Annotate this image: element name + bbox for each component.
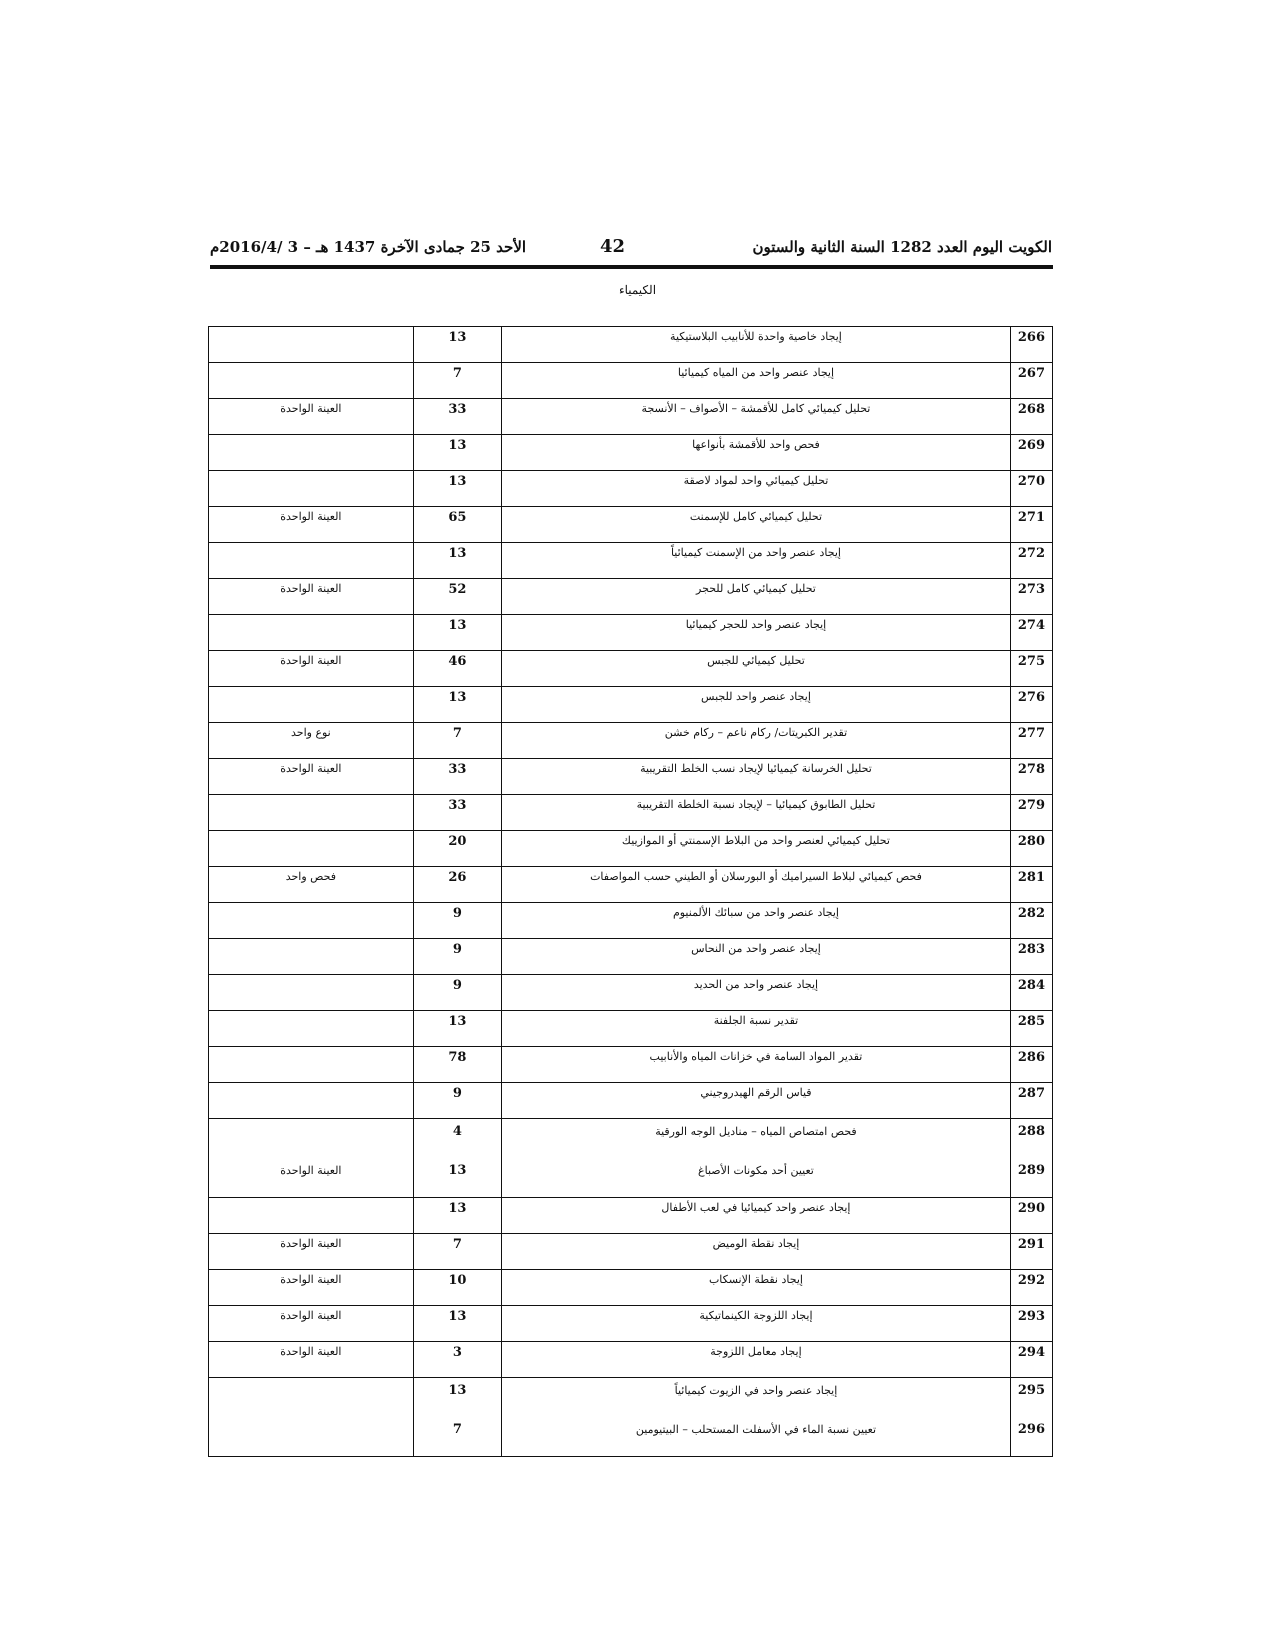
item-note-text — [209, 939, 413, 942]
item-description-text: تعيين نسبة الماء في الأسفلت المستحلب – البيتيومين — [635, 1423, 877, 1436]
item-fee — [413, 543, 501, 579]
item-number-text: 289 — [1017, 1163, 1045, 1178]
item-number — [1010, 723, 1052, 759]
item-note — [209, 723, 414, 759]
item-fee-text: 13 — [448, 1309, 467, 1324]
item-note-text — [209, 1047, 413, 1050]
item-note — [209, 327, 414, 363]
item-fee — [413, 615, 501, 651]
item-description-text: فحص امتصاص المياه – مناديل الوجه الورقية — [655, 1125, 857, 1138]
item-number — [1010, 435, 1052, 471]
item-number-text: 278 — [1017, 762, 1045, 777]
item-description-text: تحليل كيميائي واحد لمواد لاصقة — [683, 474, 829, 487]
item-number-text: 284 — [1017, 978, 1045, 993]
item-description-text: إيجاد عنصر واحد كيميائيا في لعب الأطفال — [661, 1201, 851, 1214]
table-row — [209, 1234, 1053, 1270]
item-number — [1010, 1047, 1052, 1083]
item-number-text: 288 — [1017, 1124, 1045, 1139]
item-fee-text: 7 — [452, 366, 462, 381]
item-number-text: 295 — [1017, 1383, 1045, 1398]
item-description-text: تحليل كيميائي للجبس — [707, 654, 805, 667]
item-number — [1010, 939, 1052, 975]
table-row — [209, 831, 1053, 867]
item-number — [1010, 1011, 1052, 1047]
item-fee-text: 33 — [448, 402, 467, 417]
item-description-text: إيجاد عنصر واحد من المياه كيميائيا — [677, 366, 835, 379]
item-number-text: 286 — [1017, 1050, 1045, 1065]
item-fee-text: 26 — [448, 870, 467, 885]
item-description-text: إيجاد عنصر واحد من الإسمنت كيميائياً — [670, 546, 841, 559]
item-description-text: فحص واحد للأقمشة بأنواعها — [692, 438, 820, 451]
item-number — [1010, 759, 1052, 795]
table-row — [209, 723, 1053, 759]
item-description-text: قياس الرقم الهيدروجيني — [700, 1086, 812, 1099]
item-description — [502, 687, 1011, 723]
item-number — [1010, 507, 1052, 543]
table-row — [209, 399, 1053, 435]
table-row — [209, 975, 1053, 1011]
item-fee — [413, 1234, 501, 1270]
item-note-text — [209, 471, 413, 474]
item-note-text — [209, 1011, 413, 1014]
item-note-text — [209, 831, 413, 834]
item-description — [502, 327, 1011, 363]
item-fee-text: 9 — [452, 906, 462, 921]
item-note — [209, 435, 414, 471]
item-number — [1010, 795, 1052, 831]
item-description — [502, 543, 1011, 579]
item-fee-text: 46 — [448, 654, 467, 669]
item-fee — [413, 1378, 501, 1457]
item-fee — [413, 1306, 501, 1342]
item-description-text: تقدير المواد السامة في خزانات المياه والأنابيب — [649, 1050, 863, 1063]
item-number — [1010, 651, 1052, 687]
table-row — [209, 1306, 1053, 1342]
item-note-text — [209, 795, 413, 798]
item-note — [209, 543, 414, 579]
item-fee — [413, 435, 501, 471]
item-description — [502, 1047, 1011, 1083]
table-row — [209, 939, 1053, 975]
item-note — [209, 579, 414, 615]
item-description-text: تحليل كيميائي كامل للإسمنت — [689, 510, 823, 523]
item-fee-text: 13 — [448, 330, 467, 345]
item-fee — [413, 831, 501, 867]
item-fee-text: 13 — [448, 546, 467, 561]
table-row — [209, 1047, 1053, 1083]
item-description-text: إيجاد عنصر واحد للحجر كيميائيا — [685, 618, 827, 631]
item-fee-text: 7 — [452, 1237, 462, 1252]
item-number-text: 292 — [1017, 1273, 1045, 1288]
item-description — [502, 507, 1011, 543]
item-number-text: 283 — [1017, 942, 1045, 957]
item-note-text: العينة الواحدة — [280, 510, 342, 523]
item-number — [1010, 867, 1052, 903]
item-description-text: تحليل كيميائي كامل للحجر — [696, 582, 816, 595]
item-description-text: إيجاد عنصر واحد من سبائك الألمنيوم — [672, 906, 839, 919]
item-number — [1010, 903, 1052, 939]
item-note-text: العينة الواحدة — [280, 762, 342, 775]
table-row — [209, 1083, 1053, 1119]
item-fee — [413, 1198, 501, 1234]
table-row — [209, 1198, 1053, 1234]
table-row — [209, 795, 1053, 831]
item-note — [209, 867, 414, 903]
item-fee-text: 13 — [448, 438, 467, 453]
item-description-text: إيجاد عنصر واحد في الزيوت كيميائياً — [674, 1384, 838, 1397]
item-note — [209, 1306, 414, 1342]
item-number-text: 287 — [1017, 1086, 1045, 1101]
table-row — [209, 327, 1053, 363]
item-note — [209, 1119, 414, 1198]
item-description — [502, 1342, 1011, 1378]
item-note-text — [209, 1378, 413, 1417]
item-note-text — [209, 543, 413, 546]
item-fee — [413, 1119, 501, 1198]
item-note-text — [209, 975, 413, 978]
item-description — [502, 975, 1011, 1011]
item-fee-text: 7 — [452, 726, 462, 741]
table-row-merged — [209, 1378, 1053, 1457]
item-description-text: إيجاد نقطة الوميض — [712, 1237, 800, 1250]
page-number: 42 — [600, 236, 626, 257]
item-note — [209, 1234, 414, 1270]
item-fee-text: 9 — [452, 978, 462, 993]
item-number-text: 294 — [1017, 1345, 1045, 1360]
item-number — [1010, 1342, 1052, 1378]
item-number — [1010, 831, 1052, 867]
item-description — [502, 1119, 1011, 1198]
item-number-text: 270 — [1017, 474, 1045, 489]
item-description — [502, 471, 1011, 507]
table-row — [209, 651, 1053, 687]
item-number-text: 266 — [1017, 330, 1045, 345]
item-note-text: نوع واحد — [291, 726, 331, 739]
item-note — [209, 507, 414, 543]
item-description-text: تحليل كيميائي كامل للأقمشة – الأصواف – الأنسجة — [641, 402, 871, 415]
item-description — [502, 1198, 1011, 1234]
item-note-text — [209, 903, 413, 906]
item-note — [209, 759, 414, 795]
item-number — [1010, 1234, 1052, 1270]
item-description-text: تقدير نسبة الجلفنة — [713, 1014, 799, 1027]
table-row — [209, 687, 1053, 723]
item-description — [502, 759, 1011, 795]
item-note — [209, 1047, 414, 1083]
issue-date: الأحد 25 جمادى الآخرة 1437 هـ – 3 /2016/4م — [210, 238, 527, 256]
item-number — [1010, 975, 1052, 1011]
item-description-text: إيجاد معامل اللزوجة — [710, 1345, 802, 1358]
item-note-text: العينة الواحدة — [280, 1164, 342, 1177]
item-fee-text: 13 — [448, 474, 467, 489]
item-note — [209, 1198, 414, 1234]
item-number-text: 281 — [1017, 870, 1045, 885]
item-fee-text: 13 — [448, 1201, 467, 1216]
item-description-text: تحليل الخرسانة كيميائيا لإيجاد نسب الخلط التقريبية — [640, 762, 872, 775]
item-number — [1010, 687, 1052, 723]
item-description — [502, 831, 1011, 867]
item-note — [209, 651, 414, 687]
item-description-text: فحص كيميائي لبلاط السيراميك أو البورسلان أو الطيني حسب المواصفات — [590, 870, 922, 883]
item-number — [1010, 615, 1052, 651]
table-row — [209, 903, 1053, 939]
item-description-text: تقدير الكبريتات/ ركام ناعم – ركام خشن — [664, 726, 848, 739]
item-note — [209, 903, 414, 939]
item-fee-text: 7 — [452, 1422, 462, 1437]
item-description — [502, 363, 1011, 399]
page-header — [210, 238, 1052, 260]
item-number — [1010, 1119, 1052, 1198]
item-note-text: العينة الواحدة — [280, 582, 342, 595]
item-note — [209, 831, 414, 867]
item-number-text: 274 — [1017, 618, 1045, 633]
item-description-text: إيجاد اللزوجة الكينماتيكية — [699, 1309, 813, 1322]
item-fee — [413, 687, 501, 723]
item-fee-text: 13 — [448, 690, 467, 705]
item-number — [1010, 363, 1052, 399]
item-description — [502, 435, 1011, 471]
item-number — [1010, 471, 1052, 507]
item-number-text: 271 — [1017, 510, 1045, 525]
item-number — [1010, 1306, 1052, 1342]
item-number — [1010, 543, 1052, 579]
item-fee — [413, 1083, 501, 1119]
item-note-text: العينة الواحدة — [280, 1237, 342, 1250]
item-fee-text: 9 — [452, 1086, 462, 1101]
table-row — [209, 507, 1053, 543]
item-fee-text: 33 — [448, 762, 467, 777]
item-fee — [413, 363, 501, 399]
item-note-text — [209, 1198, 413, 1201]
item-note — [209, 1378, 414, 1457]
item-number-text: 290 — [1017, 1201, 1045, 1216]
item-fee — [413, 327, 501, 363]
item-description — [502, 651, 1011, 687]
item-fee-text: 9 — [452, 942, 462, 957]
item-description — [502, 903, 1011, 939]
header-rule — [210, 265, 1053, 269]
item-note — [209, 1270, 414, 1306]
item-number — [1010, 1198, 1052, 1234]
item-number-text: 285 — [1017, 1014, 1045, 1029]
item-number-text: 291 — [1017, 1237, 1045, 1252]
item-fee — [413, 507, 501, 543]
item-description-text: إيجاد عنصر واحد من الحديد — [693, 978, 819, 991]
item-description-text: إيجاد نقطة الإنسكاب — [708, 1273, 803, 1286]
item-number-text: 293 — [1017, 1309, 1045, 1324]
item-description — [502, 579, 1011, 615]
item-number — [1010, 1270, 1052, 1306]
table-row — [209, 867, 1053, 903]
table-row — [209, 363, 1053, 399]
item-description — [502, 867, 1011, 903]
item-note-text — [209, 363, 413, 366]
item-fee-text: 52 — [448, 582, 467, 597]
item-number-text: 267 — [1017, 366, 1045, 381]
table-row — [209, 579, 1053, 615]
item-description — [502, 939, 1011, 975]
item-description — [502, 1306, 1011, 1342]
item-number-text: 276 — [1017, 690, 1045, 705]
item-fee — [413, 975, 501, 1011]
item-number — [1010, 399, 1052, 435]
item-fee — [413, 579, 501, 615]
item-description — [502, 1083, 1011, 1119]
table-row — [209, 615, 1053, 651]
item-number-text: 280 — [1017, 834, 1045, 849]
item-fee-text: 13 — [448, 618, 467, 633]
item-fee-text: 33 — [448, 798, 467, 813]
item-number-text: 277 — [1017, 726, 1045, 741]
fees-table — [208, 326, 1053, 1457]
item-description-text: إيجاد عنصر واحد من النحاس — [691, 942, 821, 955]
item-note-text — [209, 1119, 413, 1158]
item-number-text: 296 — [1017, 1422, 1045, 1437]
item-fee-text: 3 — [452, 1345, 462, 1360]
item-description — [502, 615, 1011, 651]
item-fee — [413, 1047, 501, 1083]
item-fee — [413, 471, 501, 507]
item-fee-text: 4 — [452, 1124, 462, 1139]
item-description — [502, 1011, 1011, 1047]
item-number-text: 282 — [1017, 906, 1045, 921]
item-note-text — [209, 435, 413, 438]
item-description-text: تحليل الطابوق كيميائيا – لإيجاد نسبة الخلطة التقريبية — [636, 798, 876, 811]
item-fee — [413, 723, 501, 759]
item-number — [1010, 1378, 1052, 1457]
item-note — [209, 471, 414, 507]
item-description — [502, 1270, 1011, 1306]
item-fee-text: 65 — [448, 510, 467, 525]
publication-issue: الكويت اليوم العدد 1282 السنة الثانية والستون — [752, 238, 1052, 256]
item-fee — [413, 939, 501, 975]
item-description — [502, 1234, 1011, 1270]
item-note-text — [209, 1083, 413, 1086]
item-note — [209, 399, 414, 435]
item-fee — [413, 1011, 501, 1047]
item-fee — [413, 903, 501, 939]
item-note-text: العينة الواحدة — [280, 1309, 342, 1322]
item-number-text: 279 — [1017, 798, 1045, 813]
item-note-text: العينة الواحدة — [280, 1345, 342, 1358]
item-fee-text: 78 — [448, 1050, 467, 1065]
table-row — [209, 543, 1053, 579]
item-number — [1010, 327, 1052, 363]
item-note-text — [209, 687, 413, 690]
item-fee-text: 20 — [448, 834, 467, 849]
item-number-text: 269 — [1017, 438, 1045, 453]
item-number — [1010, 1083, 1052, 1119]
item-note-text: العينة الواحدة — [280, 1273, 342, 1286]
table-row-merged — [209, 1119, 1053, 1198]
item-note-text: العينة الواحدة — [280, 654, 342, 667]
item-fee-text: 13 — [448, 1383, 467, 1398]
item-fee — [413, 795, 501, 831]
item-description-text: إيجاد عنصر واحد للجبس — [701, 690, 811, 703]
item-note — [209, 1011, 414, 1047]
item-note — [209, 939, 414, 975]
item-number-text: 272 — [1017, 546, 1045, 561]
item-description-text: تحليل كيميائي لعنصر واحد من البلاط الإسمنتي أو الموازييك — [621, 834, 890, 847]
table-row — [209, 1011, 1053, 1047]
item-fee-text: 13 — [448, 1163, 467, 1178]
item-note-text — [209, 327, 413, 330]
item-note-text — [209, 1417, 413, 1456]
item-number-text: 275 — [1017, 654, 1045, 669]
item-note — [209, 795, 414, 831]
item-fee — [413, 651, 501, 687]
item-description-text: تعيين أحد مكونات الأصباغ — [698, 1164, 814, 1177]
table-row — [209, 759, 1053, 795]
item-description-text: إيجاد خاصية واحدة للأنابيب البلاستيكية — [670, 330, 842, 343]
item-note — [209, 687, 414, 723]
item-fee-text: 10 — [448, 1273, 467, 1288]
item-note — [209, 363, 414, 399]
item-note-text — [209, 615, 413, 618]
table-row — [209, 435, 1053, 471]
item-description — [502, 795, 1011, 831]
item-description — [502, 723, 1011, 759]
item-fee — [413, 399, 501, 435]
item-description — [502, 399, 1011, 435]
item-fee — [413, 1342, 501, 1378]
item-note-text: العينة الواحدة — [280, 402, 342, 415]
item-number-text: 273 — [1017, 582, 1045, 597]
item-fee — [413, 759, 501, 795]
item-fee — [413, 867, 501, 903]
table-row — [209, 1270, 1053, 1306]
table-row — [209, 471, 1053, 507]
item-note — [209, 615, 414, 651]
item-note — [209, 975, 414, 1011]
table-row — [209, 1342, 1053, 1378]
item-fee — [413, 1270, 501, 1306]
item-number-text: 268 — [1017, 402, 1045, 417]
item-note — [209, 1342, 414, 1378]
item-number — [1010, 579, 1052, 615]
item-note — [209, 1083, 414, 1119]
item-note-text: فحص واحد — [285, 870, 337, 883]
section-title: الكيمياء — [618, 283, 657, 297]
item-fee-text: 13 — [448, 1014, 467, 1029]
item-description — [502, 1378, 1011, 1457]
